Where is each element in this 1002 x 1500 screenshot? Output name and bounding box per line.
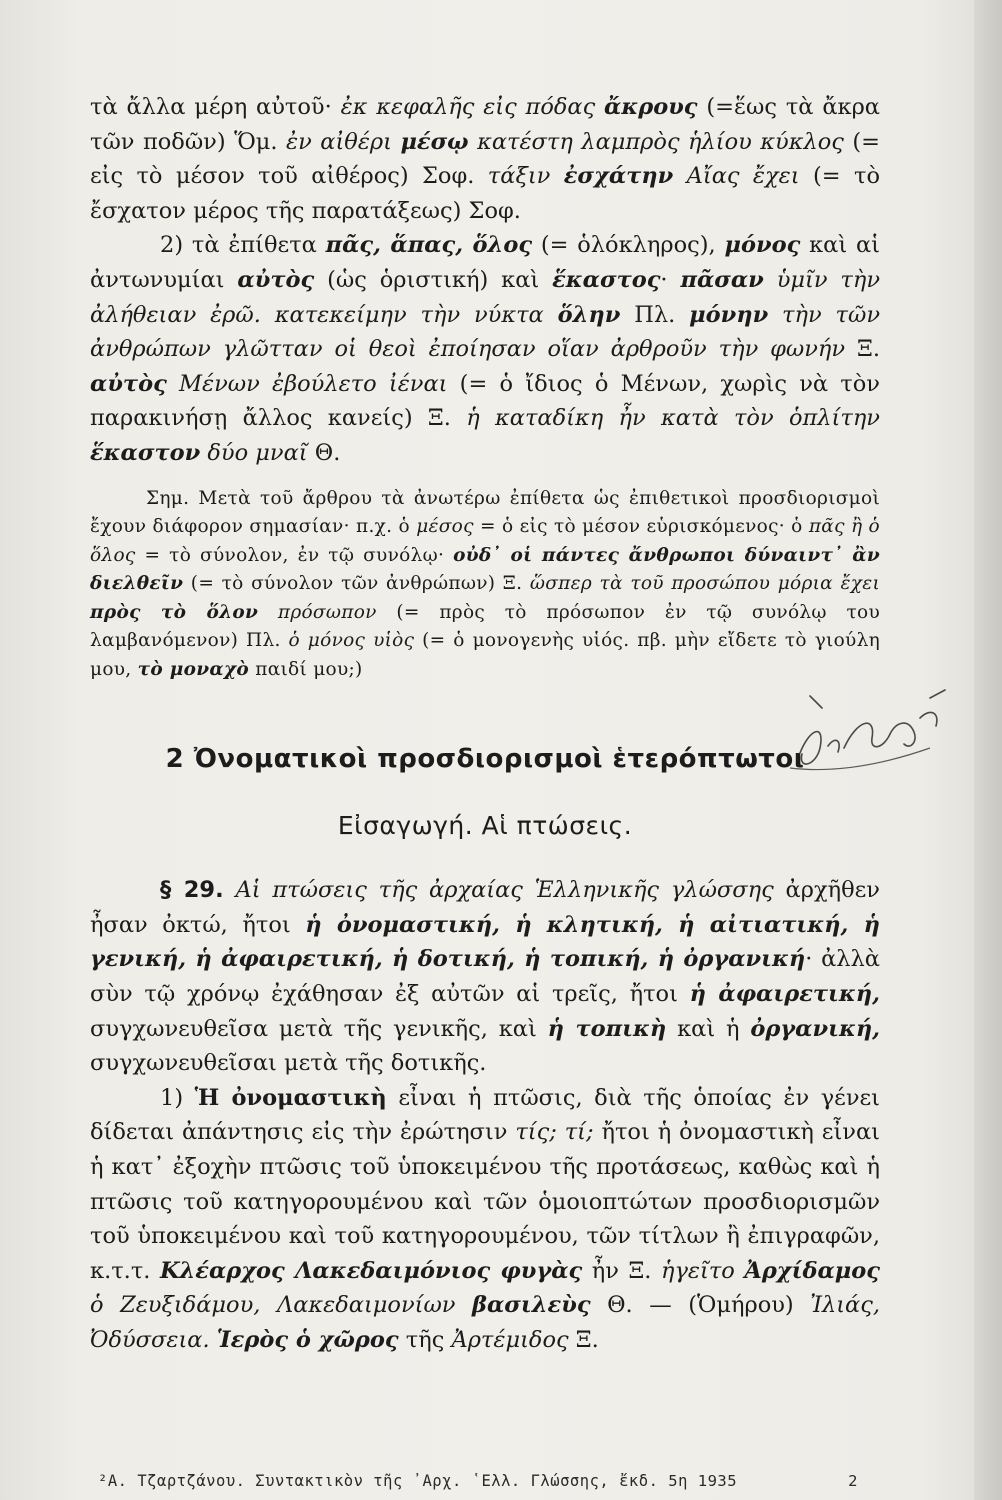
paragraph-section-29: § 29. Αἱ πτώσεις τῆς ἀρχαίας Ἑλληνικῆς γλώσσης ἀρχῆθεν ἦσαν ὀκτώ, ἤτοι ἡ ὀνομαστική, ἡ κλητική, ἡ αἰτιατική, ἡ γενική, ἡ ἀφαιρετική, ἡ δοτική, ἡ τοπική, ἡ ὀργανική· ἀλλὰ σὺν τῷ χρόνῳ ἐχάθησαν ἐξ αὐτῶν αἱ τρεῖς, ἤτοι ἡ ἀφαιρετική, συγχωνευθεῖσα μετὰ τῆς γενικῆς, καὶ ἡ τοπικὴ καὶ ἡ ὀργανική, συγχωνευθεῖσαι μετὰ τῆς δοτικῆς. bbox=[90, 877, 881, 1077]
page-number: 2 bbox=[848, 1472, 858, 1490]
paragraph-nominative: 1) Ἡ ὀνομαστικὴ εἶναι ἡ πτῶσις, διὰ τῆς ὁποίας ἐν γένει δίδεται ἀπάντησις εἰς τὴν ἐρώτησιν τίς; τί; ἤτοι ἡ ὀνομαστικὴ εἶναι ἡ κατ᾽ ἐξοχὴν πτῶσις τοῦ ὑποκειμένου τῆς προτάσεως, καθὼς καὶ ἡ πτῶσις τοῦ κατηγορουμένου καὶ τῶν ὁμοιοπτώτων προσδιορισμῶν τοῦ ὑποκειμένου καὶ τοῦ κατηγορουμένου, τῶν τίτλων ἢ ἐπιγραφῶν, κ.τ.τ. Κλέαρχος Λακεδαιμόνιος φυγὰς ἦν Ξ. ἡγεῖτο Ἀρχίδαμος ὁ Ζευξιδάμου, Λακεδαιμονίων βασιλεὺς Θ. — (Ὁμήρου) Ἰλιάς, Ὀδύσσεια. Ἱερὸς ὁ χῶρος τῆς Ἀρτέμιδος Ξ. bbox=[90, 1084, 880, 1353]
section-subheading: Εἰσαγωγή. Αἱ πτώσεις. bbox=[337, 810, 633, 840]
page-footer bbox=[98, 1472, 858, 1490]
page-edge bbox=[974, 0, 1002, 1500]
note-paragraph: Σημ. Μετὰ τοῦ ἄρθρου τὰ ἀνωτέρω ἐπίθετα ὡς ἐπιθετικοὶ προσδιορισμοὶ ἔχουν διάφορον σημασίαν· π.χ. ὁ μέσος = ὁ εἰς τὸ μέσον εὑρισκόμενος· ὁ πᾶς ἢ ὁ ὅλος = τὸ σύνολον, ἐν τῷ συνόλῳ· οὐδ᾽ οἱ πάντες ἄνθρωποι δύναιντ᾽ ἂν διελθεῖν (= τὸ σύνολον τῶν ἀνθρώπων) Ξ. ὥσπερ τὰ τοῦ προσώπου μόρια ἔχει πρὸς τὸ ὅλον πρόσωπον (= πρὸς τὸ πρόσωπον ἐν τῷ συνόλῳ του λαμβανόμενον) Πλ. ὁ μόνος υἱὸς (= ὁ μονογενὴς υἱός. πβ. μὴν εἴδετε τὸ γιούλη μου, τὸ μοναχὸ παιδί μου;) bbox=[90, 487, 880, 680]
page-text bbox=[90, 90, 880, 1358]
handwritten-signature bbox=[780, 678, 960, 788]
paragraph-parts-of-body: τὰ ἄλλα μέρη αὐτοῦ· ἐκ κεφαλῆς εἰς πόδας ἄκρους (=ἕως τὰ ἄκρα τῶν ποδῶν) Ὅμ. ἐν αἰθέρι μέσῳ κατέστη λαμπρὸς ἡλίου κύκλος (= εἰς τὸ μέσον τοῦ αἰθέρος) Σοφ. τάξιν ἐσχάτην Αἴας ἔχει (= τὸ ἔσχατον μέρος τῆς παρατάξεως) Σοφ. bbox=[90, 94, 880, 224]
footer-citation: ²Α. Τζαρτζάνου. Συντακτικὸν τῆς ᾽Αρχ. ῾Ελλ. Γλώσσης, ἔκδ. 5η 1935 bbox=[98, 1472, 738, 1490]
paragraph-adjectives: 2) τὰ ἐπίθετα πᾶς, ἅπας, ὅλος (= ὁλόκληρος), μόνος καὶ αἱ ἀντωνυμίαι αὐτὸς (ὡς ὁριστική) καὶ ἕκαστος· πᾶσαν ὑμῖν τὴν ἀλήθειαν ἐρῶ. κατεκείμην τὴν νύκτα ὅλην Πλ. μόνην τὴν τῶν ἀνθρώπων γλῶτταν οἱ θεοὶ ἐποίησαν οἵαν ἀρθροῦν τὴν φωνήν Ξ. αὐτὸς Μένων ἐβούλετο ἰέναι (= ὁ ἴδιος ὁ Μένων, χωρὶς νὰ τὸν παρακινήσῃ ἄλλος κανείς) Ξ. ἡ καταδίκη ἦν κατὰ τὸν ὁπλίτην ἕκαστον δύο μναῖ Θ. bbox=[90, 232, 880, 466]
chapter-heading: 2 Ὀνοματικοὶ προσδιορισμοὶ ἑτερόπτωτοι bbox=[165, 744, 805, 775]
